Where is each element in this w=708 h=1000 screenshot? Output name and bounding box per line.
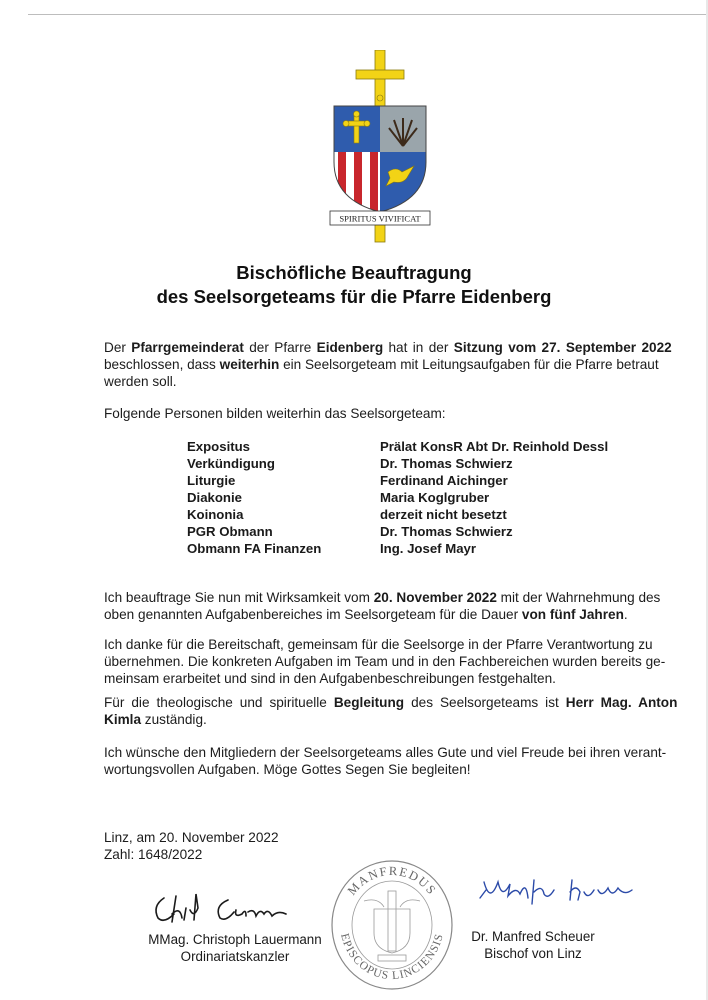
seal-bottom-text: EPISCOPUS LINCIENSIS [338,932,446,983]
team-row [187,456,647,473]
team-person: Dr. Thomas Schwierz [380,524,513,539]
team-role: Diakonie [187,490,242,505]
top-rule [28,14,708,15]
mandate-paragraph: Ich beauftrage Sie nun mit Wirksamkeit vom 20. November 2022 mit der Wahrnehmung des oben genannten Aufgabenbereiches im Seelsorgeteam für die Dauer von fünf Jahren. [104,590,661,622]
team-person: Ing. Josef Mayr [380,541,477,556]
team-role: Expositus [187,439,251,454]
wishes-paragraph: Ich wünsche den Mitgliedern der Seelsorgeteams alles Gute und viel Freude bei ihren verant- wortungsvollen Aufgaben. Möge Gottes Segen Sie begleiten! [104,745,667,777]
signatory-right-name: Dr. Manfred Scheuer [471,929,595,944]
team-role: Verkündigung [187,456,275,471]
signature-right [476,870,636,910]
team-row [187,541,647,558]
intro-paragraph: Der Pfarrgemeinderat der Pfarre Eidenberg hat in der Sitzung vom 27. September 2022 beschlossen, dass weiterhin ein Seelsorgeteam mit Leitungsaufgaben für die Pfarre betraut werden soll. [104,340,672,389]
signatory-left-title: Ordinariatskanzler [180,949,290,964]
team-role: Obmann FA Finanzen [187,541,322,556]
team-intro: Folgende Personen bilden weiterhin das Seelsorgeteam: [104,406,446,421]
team-list [187,439,647,558]
signatory-left [140,931,330,965]
seal-top-text: MANFREDUS [344,863,440,898]
guidance-paragraph: Für die theologische und spirituelle Begleitung des Seelsorgeteams ist Herr Mag. Anton Kimla zuständig. [104,695,678,727]
episcopal-coat-of-arms [328,50,432,246]
team-row [187,473,647,490]
signature-left [150,888,295,928]
team-person: derzeit nicht besetzt [380,507,507,522]
team-role: Liturgie [187,473,236,488]
team-row [187,524,647,541]
crest-motto: SPIRITUS VIVIFICAT [339,213,421,224]
signatory-left-name: MMag. Christoph Lauermann [148,932,322,947]
team-person: Dr. Thomas Schwierz [380,456,513,471]
team-row [187,507,647,524]
signatory-right-title: Bischof von Linz [484,946,582,961]
team-person: Prälat KonsR Abt Dr. Reinhold Dessl [380,439,609,454]
signatory-right [458,928,608,962]
team-row [187,490,647,507]
title-line-1: Bischöfliche Beauftragung [236,262,472,283]
team-row [187,439,647,456]
place-date: Linz, am 20. November 2022 [104,830,279,845]
reference-number: Zahl: 1648/2022 [104,847,203,862]
team-role: Koinonia [187,507,244,522]
team-person: Ferdinand Aichinger [380,473,508,488]
thanks-paragraph: Ich danke für die Bereitschaft, gemeinsam für die Seelsorge in der Pfarre Verantwortung zu übernehmen. Die konkreten Aufgaben im Team und in den Fachbereichen wurden bereits ge- meinsam erarbeitet und sind in den Aufgabenbeschreibungen festgehalten. [104,637,666,686]
team-role: PGR Obmann [187,524,273,539]
team-person: Maria Koglgruber [380,490,490,505]
title-line-2: des Seelsorgeteams für die Pfarre Eidenberg [156,286,552,307]
episcopal-seal [328,857,456,993]
